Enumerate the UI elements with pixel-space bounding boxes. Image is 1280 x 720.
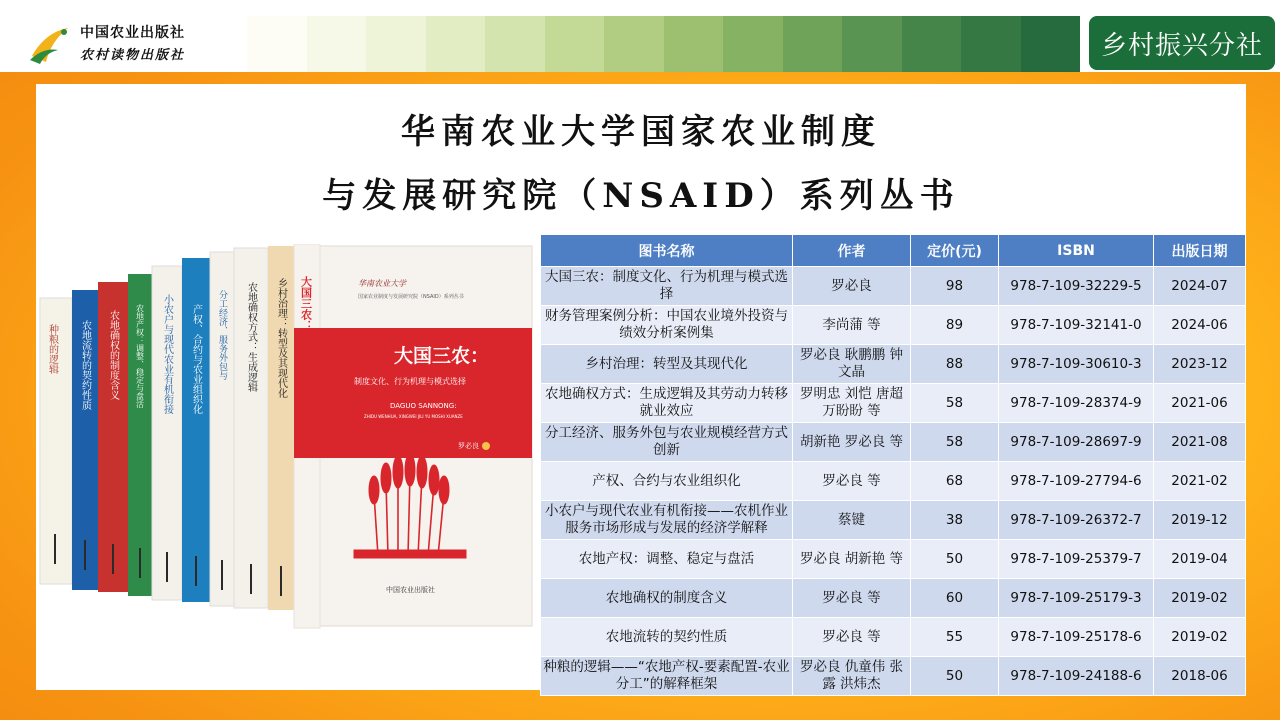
page-title-line-2: 与发展研究院（NSAID）系列丛书 <box>322 176 960 216</box>
header-bar <box>0 0 1280 72</box>
cell-author: 罗必良 等 <box>793 579 911 618</box>
cell-isbn: 978-7-109-28374-9 <box>999 384 1154 423</box>
column-header-isbn: ISBN <box>999 235 1154 267</box>
table-row <box>541 579 1246 618</box>
spine-title-5: 小农户与现代农业有机衔接 <box>161 294 173 414</box>
cell-author: 罗必良 仇童伟 张露 洪炜杰 <box>793 657 911 696</box>
cell-title: 分工经济、服务外包与农业规模经营方式创新 <box>541 423 793 462</box>
front-univ-name: 华南农业大学 <box>358 279 406 288</box>
column-header-author: 作者 <box>793 235 911 267</box>
cell-author: 胡新艳 罗必良 等 <box>793 423 911 462</box>
cell-isbn: 978-7-109-24188-6 <box>999 657 1154 696</box>
cell-date: 2021-02 <box>1154 462 1246 501</box>
cell-date: 2024-07 <box>1154 267 1246 306</box>
cell-title: 农地流转的契约性质 <box>541 618 793 657</box>
cell-isbn: 978-7-109-26372-7 <box>999 501 1154 540</box>
cell-price: 98 <box>911 267 999 306</box>
cell-title: 小农户与现代农业有机衔接——农机作业服务市场形成与发展的经济学解释 <box>541 501 793 540</box>
cell-author: 罗必良 等 <box>793 618 911 657</box>
table-row <box>541 306 1246 345</box>
spine-title-8: 农地确权方式：生成逻辑 <box>245 282 257 392</box>
cell-author: 罗必良 胡新艳 等 <box>793 540 911 579</box>
table-row <box>541 618 1246 657</box>
cell-date: 2021-06 <box>1154 384 1246 423</box>
wheat-logo-icon <box>28 22 72 66</box>
front-title: 大国三农： <box>394 345 490 367</box>
cell-price: 38 <box>911 501 999 540</box>
front-series-name: 国家农业制度与发展研究院（NSAID）系列丛书 <box>358 294 464 300</box>
front-spine-title: 大国三农： <box>299 276 313 331</box>
spine-title-9: 乡村治理：转型及其现代化 <box>275 278 287 398</box>
book-list-table <box>540 234 1246 696</box>
front-subtitle: 制度文化、行为机理与模式选择 <box>354 377 466 386</box>
book-series-illustration <box>38 244 538 634</box>
cell-title: 产权、合约与农业组织化 <box>541 462 793 501</box>
cell-author: 罗必良 <box>793 267 911 306</box>
table-header-row <box>541 235 1246 267</box>
table-row <box>541 384 1246 423</box>
table-row <box>541 423 1246 462</box>
cell-title: 大国三农：制度文化、行为机理与模式选择 <box>541 267 793 306</box>
cell-isbn: 978-7-109-30610-3 <box>999 345 1154 384</box>
cell-price: 68 <box>911 462 999 501</box>
cell-date: 2021-08 <box>1154 423 1246 462</box>
column-header-date: 出版日期 <box>1154 235 1246 267</box>
table-row <box>541 267 1246 306</box>
cell-title: 乡村治理：转型及其现代化 <box>541 345 793 384</box>
cell-author: 罗必良 耿鹏鹏 钟文晶 <box>793 345 911 384</box>
branch-badge: 乡村振兴分社 <box>1089 16 1275 70</box>
cell-date: 2019-12 <box>1154 501 1246 540</box>
cell-date: 2018-06 <box>1154 657 1246 696</box>
front-en-subtitle: ZHIDU WENHUA, XINGWEI JILI YU MOSHI XUANZE <box>364 414 463 419</box>
cell-date: 2023-12 <box>1154 345 1246 384</box>
table-row <box>541 462 1246 501</box>
table-row <box>541 540 1246 579</box>
cell-isbn: 978-7-109-25379-7 <box>999 540 1154 579</box>
cell-date: 2024-06 <box>1154 306 1246 345</box>
front-author: 罗必良 <box>458 442 479 450</box>
cell-title: 农地确权方式：生成逻辑及其劳动力转移就业效应 <box>541 384 793 423</box>
cell-price: 58 <box>911 384 999 423</box>
table-row <box>541 345 1246 384</box>
cell-price: 88 <box>911 345 999 384</box>
cell-date: 2019-02 <box>1154 618 1246 657</box>
publisher-name: 中国农业出版社 <box>80 25 185 41</box>
cell-isbn: 978-7-109-27794-6 <box>999 462 1154 501</box>
cell-author: 罗必良 等 <box>793 462 911 501</box>
front-en-title: DAGUO SANNONG: <box>390 402 457 410</box>
book-spines <box>40 246 294 610</box>
cell-title: 农地产权：调整、稳定与盘活 <box>541 540 793 579</box>
cell-isbn: 978-7-109-25179-3 <box>999 579 1154 618</box>
cell-price: 89 <box>911 306 999 345</box>
cell-title: 种粮的逻辑——“农地产权-要素配置-农业分工”的解释框架 <box>541 657 793 696</box>
publisher-name-stylized: 农村读物出版社 <box>80 48 186 63</box>
cell-isbn: 978-7-109-25178-6 <box>999 618 1154 657</box>
column-header-title: 图书名称 <box>541 235 793 267</box>
cell-author: 罗明忠 刘恺 唐超 万盼盼 等 <box>793 384 911 423</box>
spine-title-6: 产权、合约与农业组织化 <box>190 304 202 414</box>
cell-isbn: 978-7-109-32141-0 <box>999 306 1154 345</box>
cell-price: 55 <box>911 618 999 657</box>
cell-isbn: 978-7-109-32229-5 <box>999 267 1154 306</box>
book-list-table-wrapper <box>540 234 1245 696</box>
cell-date: 2019-04 <box>1154 540 1246 579</box>
header-gradient-strip <box>188 16 1080 72</box>
cell-price: 58 <box>911 423 999 462</box>
spine-title-7: 分工经济、服务外包与 <box>217 290 227 380</box>
cell-date: 2019-02 <box>1154 579 1246 618</box>
content-panel <box>36 84 1246 690</box>
page-title-line-1: 华南农业大学国家农业制度 <box>401 112 881 152</box>
cell-isbn: 978-7-109-28697-9 <box>999 423 1154 462</box>
cell-author: 蔡键 <box>793 501 911 540</box>
front-book-cover <box>294 244 532 628</box>
front-publisher: 中国农业出版社 <box>386 586 435 594</box>
table-row <box>541 657 1246 696</box>
publisher-logo <box>28 18 198 66</box>
cell-price: 60 <box>911 579 999 618</box>
table-row <box>541 501 1246 540</box>
spine-title-1: 种粮的逻辑 <box>46 324 58 374</box>
cell-price: 50 <box>911 657 999 696</box>
spine-title-3: 农地确权的制度含义 <box>107 310 119 400</box>
cell-author: 李尚蒲 等 <box>793 306 911 345</box>
cell-title: 财务管理案例分析：中国农业境外投资与绩效分析案例集 <box>541 306 793 345</box>
cell-title: 农地确权的制度含义 <box>541 579 793 618</box>
spine-title-4: 农地产权：调整、稳定与盘活 <box>135 304 145 408</box>
column-header-price: 定价(元) <box>911 235 999 267</box>
cell-price: 50 <box>911 540 999 579</box>
spine-title-2: 农地流转的契约性质 <box>79 320 91 410</box>
